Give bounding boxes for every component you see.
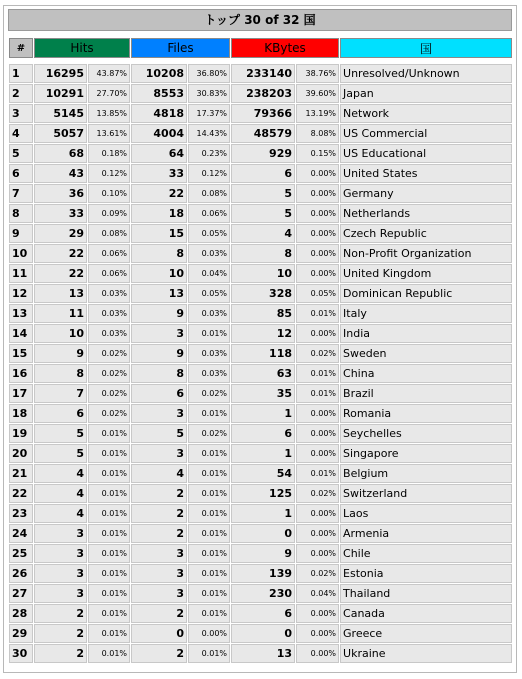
row-kbytes-pct: 39.60% [296,84,339,103]
row-hits: 9 [34,344,87,363]
row-country: Belgium [340,464,512,483]
row-kbytes-pct: 0.01% [296,304,339,323]
row-kbytes-pct: 0.05% [296,284,339,303]
row-files-pct: 0.02% [188,424,230,443]
header-kbytes: KBytes [231,38,339,58]
row-country: Estonia [340,564,512,583]
row-hits: 3 [34,584,87,603]
row-country: Greece [340,624,512,643]
row-hits-pct: 0.06% [88,244,130,263]
row-hits-pct: 0.01% [88,564,130,583]
row-hits-pct: 0.01% [88,644,130,663]
row-hits-pct: 0.01% [88,424,130,443]
row-hits-pct: 0.01% [88,504,130,523]
table-title: トップ 30 of 32 国 [8,9,512,31]
row-country: Italy [340,304,512,323]
row-hits: 13 [34,284,87,303]
row-files: 4 [131,464,187,483]
row-hits: 6 [34,404,87,423]
row-country: Switzerland [340,484,512,503]
row-kbytes: 8 [231,244,295,263]
country-stats-panel [3,5,517,673]
table-row [9,484,512,503]
table-row [9,444,512,463]
header-spacer [9,59,512,63]
row-files-pct: 36.80% [188,64,230,83]
row-rank: 16 [9,364,33,383]
row-kbytes-pct: 0.00% [296,504,339,523]
row-rank: 14 [9,324,33,343]
row-kbytes-pct: 0.00% [296,204,339,223]
row-rank: 1 [9,64,33,83]
row-hits-pct: 0.08% [88,224,130,243]
row-rank: 22 [9,484,33,503]
row-files-pct: 30.83% [188,84,230,103]
row-hits-pct: 0.10% [88,184,130,203]
row-kbytes-pct: 8.08% [296,124,339,143]
row-country: Sweden [340,344,512,363]
row-files-pct: 0.01% [188,644,230,663]
row-kbytes: 328 [231,284,295,303]
row-hits: 5 [34,424,87,443]
row-kbytes-pct: 0.04% [296,584,339,603]
row-hits-pct: 43.87% [88,64,130,83]
row-files-pct: 0.05% [188,224,230,243]
row-files: 0 [131,624,187,643]
header-country: 国 [340,38,512,58]
row-kbytes-pct: 0.00% [296,244,339,263]
row-files: 8553 [131,84,187,103]
row-kbytes: 1 [231,504,295,523]
row-files: 3 [131,564,187,583]
row-hits-pct: 0.01% [88,604,130,623]
row-country: Network [340,104,512,123]
row-hits: 11 [34,304,87,323]
table-row [9,344,512,363]
row-files-pct: 0.01% [188,324,230,343]
row-kbytes-pct: 0.00% [296,224,339,243]
row-kbytes-pct: 0.00% [296,544,339,563]
row-kbytes: 10 [231,264,295,283]
row-files-pct: 14.43% [188,124,230,143]
row-kbytes-pct: 0.02% [296,344,339,363]
row-country: United States [340,164,512,183]
row-hits-pct: 0.01% [88,524,130,543]
row-files-pct: 0.01% [188,524,230,543]
header-files: Files [131,38,230,58]
row-kbytes-pct: 13.19% [296,104,339,123]
row-hits: 2 [34,644,87,663]
row-hits-pct: 0.01% [88,444,130,463]
row-rank: 13 [9,304,33,323]
table-row [9,564,512,583]
row-hits-pct: 0.01% [88,584,130,603]
row-kbytes-pct: 0.02% [296,564,339,583]
row-kbytes: 9 [231,544,295,563]
row-hits-pct: 0.03% [88,324,130,343]
row-kbytes-pct: 0.00% [296,644,339,663]
header-rank: # [9,38,33,58]
row-hits: 2 [34,624,87,643]
row-hits: 4 [34,504,87,523]
row-files: 10 [131,264,187,283]
row-kbytes-pct: 38.76% [296,64,339,83]
row-country: US Educational [340,144,512,163]
row-hits: 3 [34,544,87,563]
row-kbytes: 63 [231,364,295,383]
row-rank: 26 [9,564,33,583]
row-kbytes: 85 [231,304,295,323]
row-kbytes-pct: 0.02% [296,484,339,503]
row-country: Canada [340,604,512,623]
row-rank: 10 [9,244,33,263]
row-files: 4818 [131,104,187,123]
table-row [9,104,512,123]
row-files-pct: 0.01% [188,564,230,583]
table-row [9,464,512,483]
row-files-pct: 0.03% [188,364,230,383]
row-kbytes-pct: 0.00% [296,404,339,423]
row-hits-pct: 27.70% [88,84,130,103]
row-country: Seychelles [340,424,512,443]
row-files: 2 [131,644,187,663]
row-rank: 21 [9,464,33,483]
row-files-pct: 0.02% [188,384,230,403]
table-row [9,504,512,523]
row-country: Ukraine [340,644,512,663]
row-rank: 7 [9,184,33,203]
row-hits-pct: 0.02% [88,344,130,363]
row-rank: 30 [9,644,33,663]
row-country: Dominican Republic [340,284,512,303]
row-files-pct: 0.01% [188,444,230,463]
table-row [9,544,512,563]
row-rank: 9 [9,224,33,243]
row-files-pct: 0.01% [188,464,230,483]
row-rank: 27 [9,584,33,603]
row-files-pct: 0.01% [188,544,230,563]
row-files: 8 [131,244,187,263]
table-row [9,604,512,623]
row-files: 8 [131,364,187,383]
header-row [9,38,512,58]
row-files: 2 [131,484,187,503]
row-kbytes: 139 [231,564,295,583]
row-hits-pct: 0.01% [88,544,130,563]
row-kbytes: 1 [231,404,295,423]
row-kbytes: 230 [231,584,295,603]
row-kbytes: 6 [231,164,295,183]
row-hits-pct: 0.02% [88,364,130,383]
row-hits: 4 [34,484,87,503]
row-hits: 29 [34,224,87,243]
row-kbytes: 6 [231,424,295,443]
row-hits-pct: 0.02% [88,384,130,403]
row-files-pct: 0.23% [188,144,230,163]
table-row [9,64,512,83]
row-kbytes-pct: 0.00% [296,524,339,543]
table-row [9,284,512,303]
row-rank: 5 [9,144,33,163]
row-rank: 17 [9,384,33,403]
row-kbytes-pct: 0.00% [296,324,339,343]
row-files: 3 [131,404,187,423]
row-kbytes-pct: 0.00% [296,624,339,643]
row-files: 64 [131,144,187,163]
row-hits: 43 [34,164,87,183]
row-country: Czech Republic [340,224,512,243]
row-rank: 18 [9,404,33,423]
table-row [9,124,512,143]
row-rank: 8 [9,204,33,223]
row-kbytes-pct: 0.00% [296,184,339,203]
row-rank: 2 [9,84,33,103]
row-rank: 4 [9,124,33,143]
row-hits-pct: 0.06% [88,264,130,283]
row-kbytes-pct: 0.00% [296,444,339,463]
row-files: 13 [131,284,187,303]
row-country: Laos [340,504,512,523]
row-hits-pct: 0.02% [88,404,130,423]
row-hits-pct: 13.61% [88,124,130,143]
row-hits-pct: 0.12% [88,164,130,183]
row-files: 2 [131,504,187,523]
row-files-pct: 0.00% [188,624,230,643]
table-row [9,584,512,603]
row-kbytes: 5 [231,204,295,223]
row-rank: 25 [9,544,33,563]
header-hits: Hits [34,38,130,58]
row-kbytes: 125 [231,484,295,503]
table-row [9,364,512,383]
row-files-pct: 0.04% [188,264,230,283]
row-files: 3 [131,544,187,563]
row-country: Unresolved/Unknown [340,64,512,83]
row-country: US Commercial [340,124,512,143]
row-kbytes: 0 [231,524,295,543]
table-row [9,204,512,223]
table-row [9,384,512,403]
row-rank: 15 [9,344,33,363]
row-files: 15 [131,224,187,243]
row-country: Non-Profit Organization [340,244,512,263]
row-kbytes: 118 [231,344,295,363]
table-row [9,164,512,183]
row-hits: 4 [34,464,87,483]
row-kbytes: 1 [231,444,295,463]
row-kbytes-pct: 0.00% [296,164,339,183]
row-kbytes-pct: 0.01% [296,364,339,383]
row-kbytes: 79366 [231,104,295,123]
row-kbytes: 233140 [231,64,295,83]
row-hits: 22 [34,264,87,283]
table-row [9,264,512,283]
row-rank: 3 [9,104,33,123]
row-kbytes-pct: 0.00% [296,264,339,283]
row-rank: 11 [9,264,33,283]
row-files: 3 [131,324,187,343]
row-hits-pct: 0.01% [88,624,130,643]
row-files-pct: 0.03% [188,304,230,323]
table-row [9,324,512,343]
row-rank: 29 [9,624,33,643]
row-hits: 22 [34,244,87,263]
row-hits: 8 [34,364,87,383]
row-files-pct: 0.03% [188,244,230,263]
row-kbytes: 48579 [231,124,295,143]
row-rank: 19 [9,424,33,443]
row-country: Thailand [340,584,512,603]
row-hits-pct: 0.01% [88,464,130,483]
row-files: 4004 [131,124,187,143]
row-rank: 12 [9,284,33,303]
row-files-pct: 0.03% [188,344,230,363]
row-rank: 23 [9,504,33,523]
row-files: 3 [131,584,187,603]
row-rank: 24 [9,524,33,543]
row-rank: 20 [9,444,33,463]
table-row [9,184,512,203]
row-files-pct: 0.08% [188,184,230,203]
row-country: United Kingdom [340,264,512,283]
row-rank: 6 [9,164,33,183]
row-hits-pct: 13.85% [88,104,130,123]
row-files: 2 [131,604,187,623]
row-files: 9 [131,344,187,363]
table-row [9,624,512,643]
row-files-pct: 0.01% [188,604,230,623]
table-row [9,244,512,263]
row-country: Japan [340,84,512,103]
row-hits: 5057 [34,124,87,143]
row-files: 2 [131,524,187,543]
row-country: Brazil [340,384,512,403]
row-kbytes: 13 [231,644,295,663]
row-hits-pct: 0.03% [88,304,130,323]
row-files: 9 [131,304,187,323]
row-hits: 5145 [34,104,87,123]
row-hits: 16295 [34,64,87,83]
row-files: 3 [131,444,187,463]
table-body [9,64,512,663]
row-country: India [340,324,512,343]
row-rank: 28 [9,604,33,623]
row-files: 18 [131,204,187,223]
row-hits: 5 [34,444,87,463]
row-hits-pct: 0.01% [88,484,130,503]
row-files-pct: 0.06% [188,204,230,223]
row-files: 10208 [131,64,187,83]
row-files-pct: 0.12% [188,164,230,183]
country-stats-table [8,37,513,664]
row-hits-pct: 0.09% [88,204,130,223]
row-files: 5 [131,424,187,443]
row-kbytes: 0 [231,624,295,643]
table-row [9,524,512,543]
table-row [9,84,512,103]
row-files-pct: 0.01% [188,584,230,603]
row-hits: 7 [34,384,87,403]
row-country: Romania [340,404,512,423]
row-country: Netherlands [340,204,512,223]
table-row [9,424,512,443]
row-kbytes: 12 [231,324,295,343]
table-row [9,304,512,323]
row-hits-pct: 0.03% [88,284,130,303]
row-files-pct: 17.37% [188,104,230,123]
row-kbytes: 4 [231,224,295,243]
row-country: Armenia [340,524,512,543]
row-kbytes: 35 [231,384,295,403]
row-hits: 10291 [34,84,87,103]
row-files: 33 [131,164,187,183]
row-kbytes: 54 [231,464,295,483]
row-files-pct: 0.01% [188,404,230,423]
table-row [9,644,512,663]
row-files-pct: 0.01% [188,504,230,523]
row-hits: 3 [34,524,87,543]
row-hits: 68 [34,144,87,163]
row-files-pct: 0.01% [188,484,230,503]
table-row [9,224,512,243]
row-files: 6 [131,384,187,403]
row-hits-pct: 0.18% [88,144,130,163]
row-hits: 33 [34,204,87,223]
row-hits: 2 [34,604,87,623]
row-files: 22 [131,184,187,203]
row-kbytes: 929 [231,144,295,163]
row-kbytes-pct: 0.00% [296,604,339,623]
row-kbytes-pct: 0.01% [296,464,339,483]
row-kbytes: 238203 [231,84,295,103]
row-kbytes-pct: 0.00% [296,424,339,443]
row-country: Singapore [340,444,512,463]
row-files-pct: 0.05% [188,284,230,303]
row-kbytes-pct: 0.01% [296,384,339,403]
row-country: China [340,364,512,383]
row-hits: 3 [34,564,87,583]
row-kbytes: 5 [231,184,295,203]
row-kbytes-pct: 0.15% [296,144,339,163]
row-country: Germany [340,184,512,203]
table-row [9,144,512,163]
row-hits: 10 [34,324,87,343]
row-hits: 36 [34,184,87,203]
row-country: Chile [340,544,512,563]
row-kbytes: 6 [231,604,295,623]
table-row [9,404,512,423]
